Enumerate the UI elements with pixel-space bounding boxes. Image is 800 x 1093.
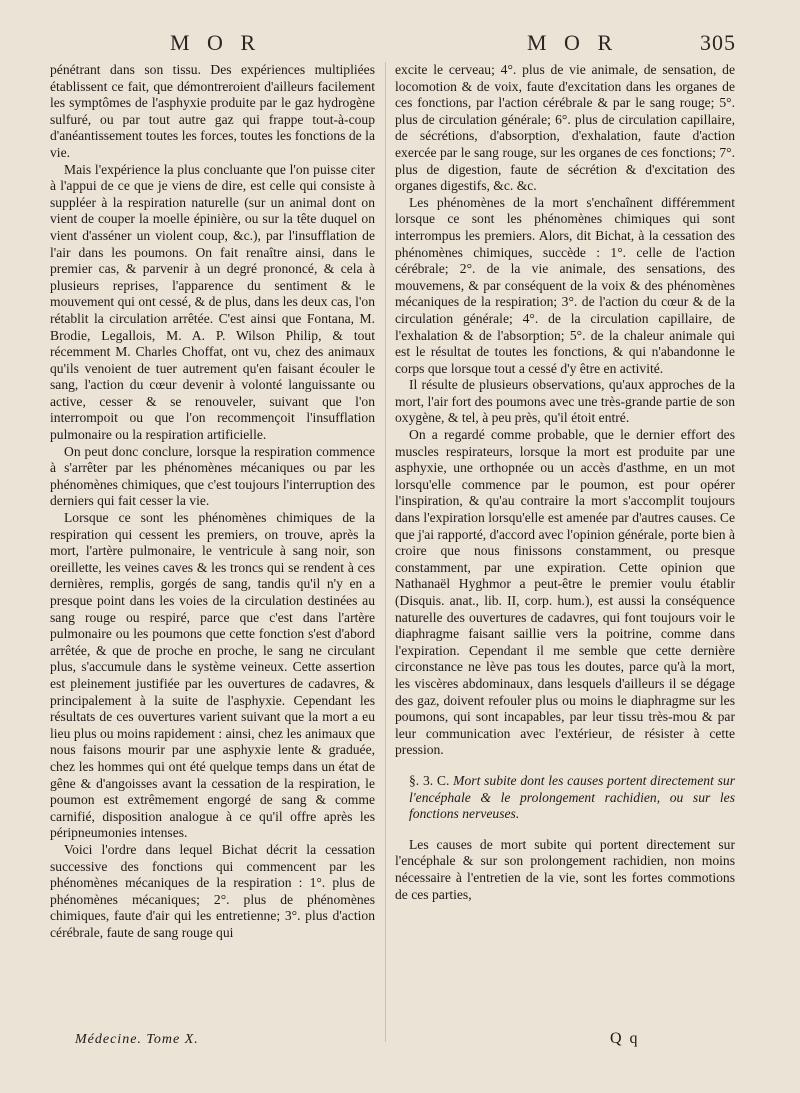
paragraph: Les causes de mort subite qui portent directement sur l'encéphale & sur son prolongement rachidien, non moins nécessaire à l'entretien de la vie, sont les fortes commotions de ces parties,: [395, 836, 735, 902]
column-divider: [385, 62, 386, 1042]
section-title: Mort subite dont les causes portent directement sur l'encéphale & le prolongement rachidien, ou sur les fonctions nerveuses.: [409, 772, 735, 822]
page-number: 305: [700, 30, 736, 55]
paragraph: Lorsque ce sont les phénomènes chimiques de la respiration qui cessent les premiers, on trouve, après la mort, l'artère pulmonaire, le ventricule à sang noir, son oreillette, les veines caves & les troncs qui se rendent à ces dernières, remplis, gorgés de sang, tandis qu'il n'y en a presque point dans les voies de la circulation destinées au sang rouge ou respiré, parce que c'est dans l'artère pulmonaire ou les poumons que cette fonction s'est d'abord arrêtée, & que de proche en proche, le sang ne circulant plus, s'accumule dans le système veineux. Cette assertion est pleinement justifiée par les ouvertures de cadavres, & principalement à la suite de l'asphyxie. Cependant les résultats de ces ouvertures varient suivant que la mort a eu lieu plus ou moins rapidement : ainsi, chez les animaux que nous faisons mourir par une asphyxie lente & graduée, chez les hommes qui ont été quelque temps dans un état de gêne & d'angoisses avant la cessation de la respiration, le poumon est extrêmement engorgé de sang & comme carnifié, disposition analogue à ce qu'il offre après les péripneumonies intenses.: [50, 510, 375, 841]
running-head-right: M O R: [527, 30, 619, 55]
paragraph: Mais l'expérience la plus concluante que l'on puisse citer à l'appui de ce que je viens de dire, est celle qui consiste à suppléer à la respiration naturelle (sur un animal dont on vient de couper la moelle épinière, ou sur la tête duquel on vient d'asséner un violent coup, &c.), par l'insufflation de l'air dans les poumons. On fait renaître ainsi, dans le premier cas, & parvenir à un degré prononcé, & cela à plusieurs reprises, l'apparence du sentiment & le mouvement qui ont cessé, & de plus, dans les deux cas, l'on rétablit la circulation arrêtée. C'est ainsi que Fontana, M. Brodie, Legallois, M. A. P. Wilson Philip, & tout récemment M. Charles Choffat, ont vu, chez des animaux qu'ils venoient de tuer autrement qu'en faisant écouler le sang, l'action du cœur devenir à volonté languissante ou active, cesser & se renouveler, suivant que l'on interrompoit ou que l'on recommençoit l'insufflation pulmonaire ou la respiration artificielle.: [50, 161, 375, 443]
paragraph: On a regardé comme probable, que le dernier effort des muscles respirateurs, lorsque la mort est produite par une asphyxie, une orthopnée ou un accès d'asthme, en un mot lorsqu'elle commence par le poumon, est pour opérer l'inspiration, & qu'au contraire la mort s'accomplit toujours dans l'expiration lorsqu'elle est amenée par d'autres causes. Ce que j'ai rapporté, d'accord avec l'opinion générale, porte bien à croire que nous finissons constamment, ou presque constamment, par une expiration. Cette opinion que Nathanaël Hyghmor a peut-être le premier voulu établir (Disquis. anat., lib. II, corp. hum.), est aussi la conséquence naturelle des ouvertures de cadavres, qui font toujours voir le diaphragme faisant saillie vers la poitrine, comme dans l'expiration. Cependant il me semble que cette dernière circonstance ne lève pas tous les doutes, parce qu'à la mort, les viscères abdominaux, dans lesquels d'ailleurs il se dégage des gaz, doivent refouler plus ou moins le diaphragme sur les poumons, qui sont incapables, par leur tissu très-mou & par leur communication avec l'extérieur, de résister à cette pression.: [395, 427, 735, 758]
left-column: [50, 62, 375, 941]
section-heading: [395, 773, 735, 823]
paragraph: Voici l'ordre dans lequel Bichat décrit la cessation successive des fonctions qui commencent par les phénomènes mécaniques de la respiration : 1°. plus de phénomènes mécaniques; 2°. plus de phénomènes chimiques, faute d'air qui les entretienne; 3°. plus d'action cérébrale, faute de sang rouge qui: [50, 841, 375, 940]
paragraph: Il résulte de plusieurs observations, qu'aux approches de la mort, l'air fort des poumons avec une très-grande partie de son oxygène, & tel, à peu près, qu'il étoit entré.: [395, 377, 735, 426]
right-column: [395, 62, 735, 903]
gathering-mark: Q q: [610, 1030, 640, 1047]
paragraph: pénétrant dans son tissu. Des expériences multipliées établissent ce fait, que démontreroient d'ailleurs facilement les symptômes de l'asphyxie produite par le gaz hydrogène sulfuré, ou par tout autre gaz qui frappe tout-à-coup d'anéantissement toutes les forces, toutes les fonctions de la vie.: [50, 62, 375, 160]
paragraph: Les phénomènes de la mort s'enchaînent différemment lorsque ce sont les phénomènes chimiques qui sont interrompus les premiers. Alors, dit Bichat, à la cessation des phénomènes chimiques, succède : 1°. celle de l'action cérébrale; 2°. de la vie animale, des sensations, des mouvemens, & par conséquent de la voix & des phénomènes mécaniques de la respiration; 3°. de l'action du cœur & de la circulation générale; 4°. de la circulation capillaire, de l'exhalation & de l'absorption; 5°. de la chaleur animale qui est le résultat de toutes les fonctions, & qui n'abandonne le corps que lorsque tout a cessé d'y être en activité.: [395, 194, 735, 376]
section-number: §. 3. C.: [409, 772, 450, 788]
signature-mark: Médecine. Tome X.: [75, 1032, 199, 1047]
running-head-left: M O R: [170, 30, 262, 55]
paragraph: excite le cerveau; 4°. plus de vie animale, de sensation, de locomotion & de voix, faute d'excitation dans les organes de ces fonctions, par l'action cérébrale & par le sang rouge; 5°. plus de circulation générale; 6°. plus de circulation capillaire, de sécrétions, d'absorption, d'exhalation, faute d'action exercée par le sang rouge, sur les organes de ces fonctions; 7°. plus de digestion, faute de sécrétion & d'excitation des organes digestifs, &c. &c.: [395, 62, 735, 194]
paragraph: On peut donc conclure, lorsque la respiration commence à s'arrêter par les phénomènes mécaniques ou par les phénomènes chimiques, que c'est toujours l'interruption des derniers qui fait cesser la vie.: [50, 443, 375, 509]
